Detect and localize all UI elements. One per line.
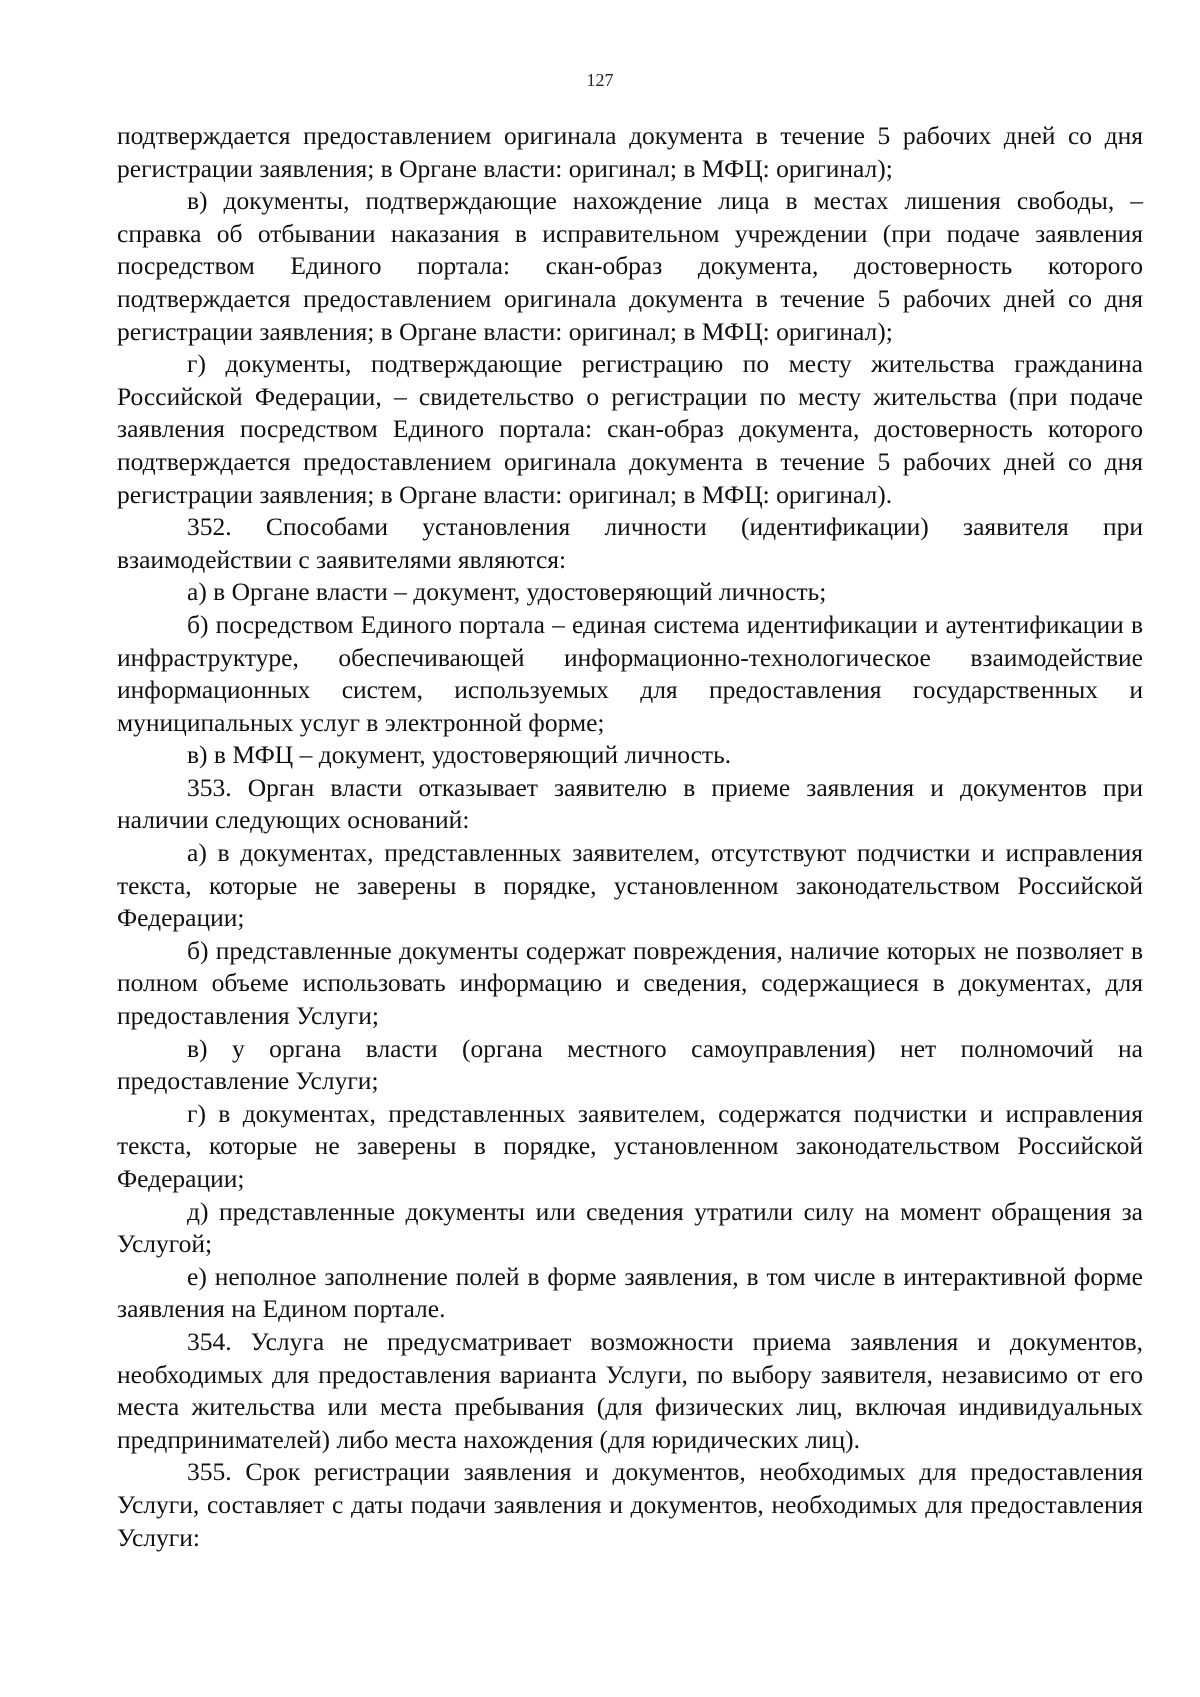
paragraph: б) представленные документы содержат повреждения, наличие которых не позволяет в полном объеме использовать информацию и сведения, содержащиеся в документах, для предоставления Услуги; <box>117 935 1143 1031</box>
paragraph: б) посредством Единого портала – единая система идентификации и аутентификации в инфраструктуре, обеспечивающей информационно-технологическое взаимодействие информационных систем, используемых для предоставления государственных и муниципальных услуг в электронной форме; <box>117 609 1143 737</box>
paragraph: 353. Орган власти отказывает заявителю в приеме заявления и документов при наличии следующих оснований: <box>117 772 1143 835</box>
paragraph: д) представленные документы или сведения утратили силу на момент обращения за Услугой; <box>117 1196 1143 1259</box>
paragraph: а) в Органе власти – документ, удостоверяющий личность; <box>187 577 827 607</box>
paragraph: в) документы, подтверждающие нахождение лица в местах лишения свободы, – справка об отбывании наказания в исправительном учреждении (при подаче заявления посредством Единого портала: скан-образ документа, достоверность которого подтверждается предоставлением оригинала документа в течение 5 рабочих дней со дня регистрации заявления; в Органе власти: оригинал; в МФЦ: оригинал); <box>117 186 1143 346</box>
paragraph: 354. Услуга не предусматривает возможности приема заявления и документов, необходимых для предоставления варианта Услуги, по выбору заявителя, независимо от его места жительства или места пребывания (для физических лиц, включая индивидуальных предпринимателей) либо места нахождения (для юридических лиц). <box>117 1326 1143 1454</box>
paragraph: е) неполное заполнение полей в форме заявления, в том числе в интерактивной форме заявления на Едином портале. <box>117 1261 1143 1324</box>
paragraph: в) в МФЦ – документ, удостоверяющий личность. <box>187 740 732 770</box>
page-number: 127 <box>586 70 614 90</box>
paragraph: г) документы, подтверждающие регистрацию по месту жительства гражданина Российской Федерации, – свидетельство о регистрации по месту жительства (при подаче заявления посредством Единого портала: скан-образ документа, достоверность которого подтверждается предоставлением оригинала документа в течение 5 рабочих дней со дня регистрации заявления; в Органе власти: оригинал; в МФЦ: оригинал). <box>117 349 1143 509</box>
paragraph: в) у органа власти (органа местного самоуправления) нет полномочий на предоставление Услуги; <box>117 1033 1143 1096</box>
paragraph: подтверждается предоставлением оригинала документа в течение 5 рабочих дней со дня регистрации заявления; в Органе власти: оригинал; в МФЦ: оригинал); <box>117 121 1143 183</box>
document-body <box>117 120 1143 1554</box>
paragraph: 352. Способами установления личности (идентификации) заявителя при взаимодействии с заявителями являются: <box>117 512 1143 574</box>
paragraph: а) в документах, представленных заявителем, отсутствуют подчистки и исправления текста, которые не заверены в порядке, установленном законодательством Российской Федерации; <box>117 838 1143 933</box>
paragraph: г) в документах, представленных заявителем, содержатся подчистки и исправления текста, которые не заверены в порядке, установленном законодательством Российской Федерации; <box>117 1098 1143 1193</box>
paragraph: 355. Срок регистрации заявления и документов, необходимых для предоставления Услуги, составляет с даты подачи заявления и документов, необходимых для предоставления Услуги: <box>117 1457 1143 1552</box>
